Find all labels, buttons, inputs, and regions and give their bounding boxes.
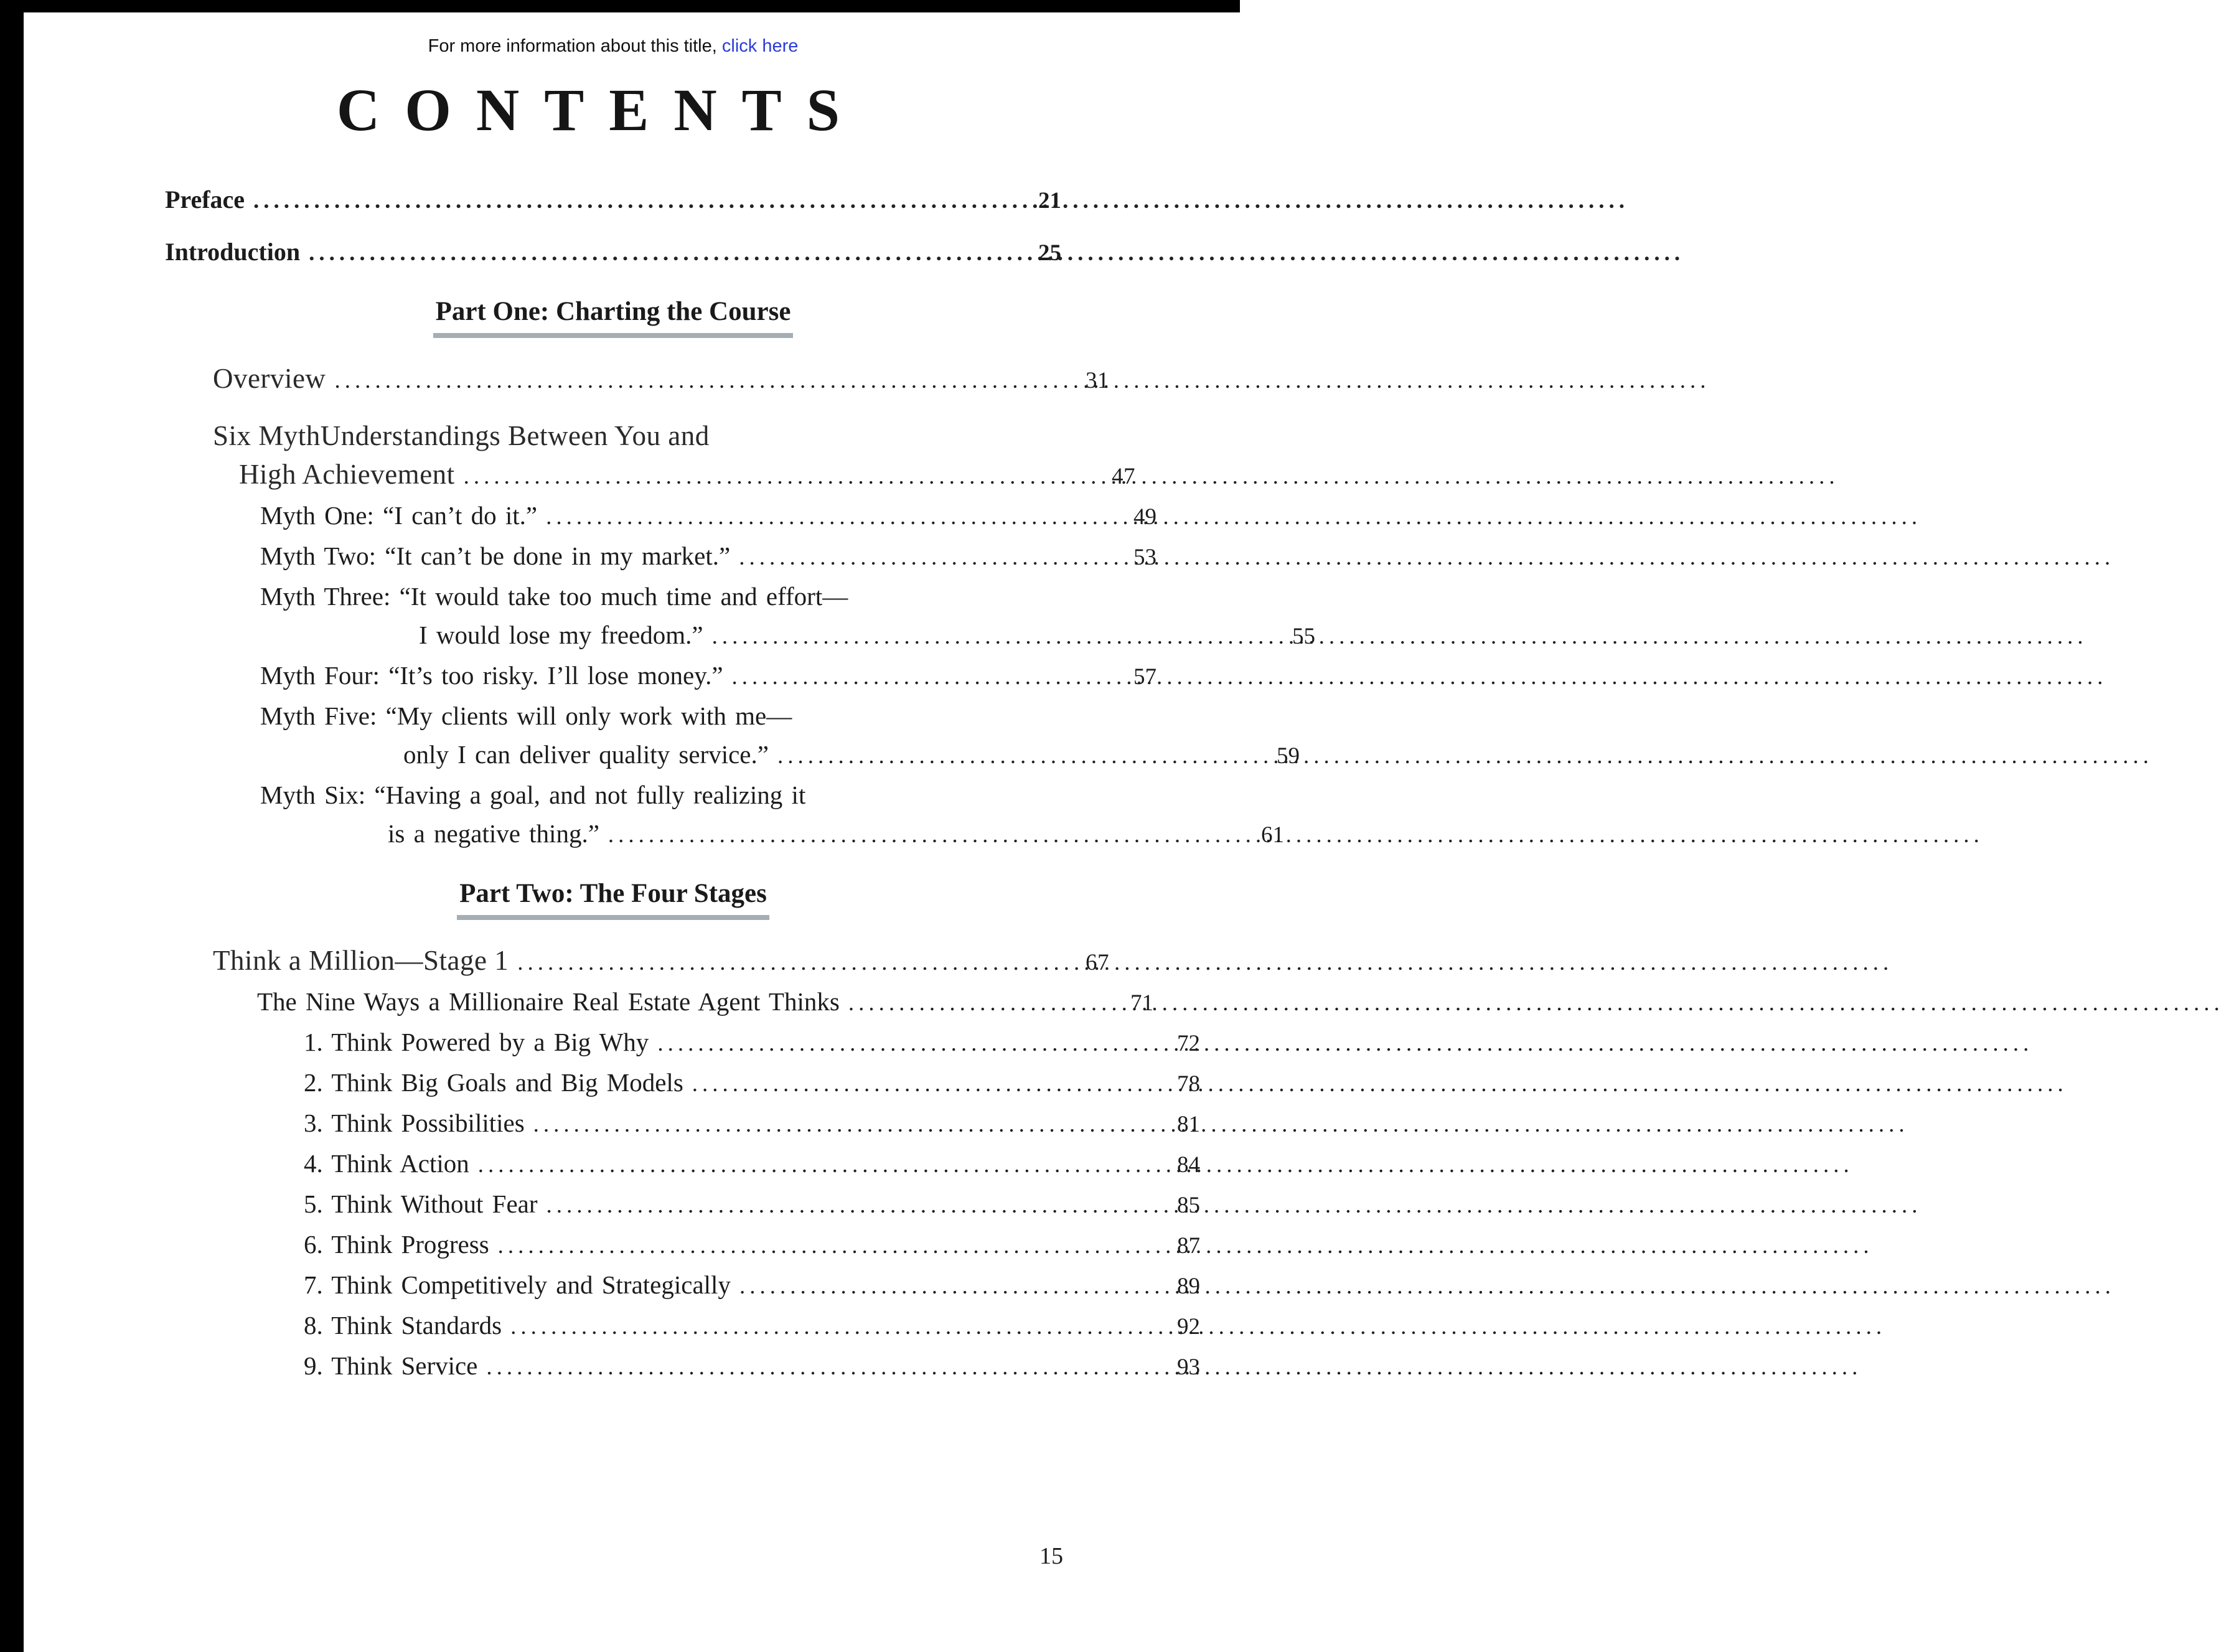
- entry-label: Think a Million—Stage 1: [213, 945, 509, 976]
- entry-label: Myth Five: “My clients will only work with me—: [260, 702, 792, 730]
- toc-entry: [304, 1023, 1200, 1063]
- part-heading: [165, 878, 1061, 920]
- entry-page-number: 57: [1133, 664, 1157, 690]
- toc-entry: [304, 1144, 1200, 1185]
- entry-label: Six MythUnderstandings Between You and: [213, 420, 710, 451]
- toc-entry: [260, 656, 1157, 697]
- dot-leader: [712, 616, 1286, 656]
- toc-entry: [213, 359, 1109, 400]
- page-title: CONTENTS: [336, 77, 865, 143]
- entry-page-number: 78: [1177, 1071, 1200, 1097]
- toc-entry: [165, 181, 1061, 220]
- entry-page-number: 25: [1038, 240, 1061, 266]
- dot-leader: [510, 1306, 1171, 1346]
- entry-label: High Achievement: [239, 459, 455, 490]
- entry-page-number: 55: [1292, 624, 1315, 649]
- entry-label: Preface: [165, 185, 245, 214]
- dot-leader: [608, 814, 1255, 855]
- contents-column: [165, 36, 1315, 1387]
- entry-label: Introduction: [165, 238, 301, 266]
- dot-leader: [464, 455, 1105, 496]
- toc-entry: [304, 1063, 1200, 1104]
- entry-page-number: 67: [1086, 950, 1109, 975]
- dot-leader: [739, 537, 1127, 577]
- part-heading: [165, 296, 1061, 338]
- info-line: [165, 36, 1061, 57]
- dot-leader: [309, 233, 1032, 273]
- folio-page-number: 15: [1039, 1543, 1063, 1569]
- entry-label: 5. Think Without Fear: [304, 1190, 538, 1218]
- dot-leader: [732, 656, 1127, 697]
- entry-page-number: 71: [1130, 990, 1153, 1016]
- entry-page-number: 87: [1177, 1233, 1200, 1259]
- entry-label: is a negative thing.”: [388, 819, 599, 848]
- entry-label: only I can deliver quality service.”: [403, 740, 769, 769]
- scan-border-left: [0, 0, 24, 1652]
- dot-leader: [533, 1104, 1171, 1144]
- dot-leader: [777, 735, 1270, 776]
- entry-page-number: 72: [1177, 1031, 1200, 1056]
- entry-page-number: 47: [1112, 464, 1135, 489]
- toc-entry: [403, 735, 1300, 776]
- dot-leader: [517, 941, 1079, 982]
- click-here-link[interactable]: click here: [721, 36, 799, 56]
- toc-entry: [213, 941, 1109, 982]
- entry-label: Myth One: “I can’t do it.”: [260, 501, 538, 530]
- entry-label: 8. Think Standards: [304, 1311, 502, 1340]
- dot-leader: [692, 1063, 1171, 1104]
- entry-label: Overview: [213, 363, 326, 394]
- entry-page-number: 31: [1086, 368, 1109, 393]
- entry-page-number: 53: [1133, 545, 1157, 570]
- dot-leader: [253, 181, 1032, 220]
- toc-entry: [213, 416, 1109, 455]
- toc-entry: [165, 233, 1061, 273]
- entry-page-number: 89: [1177, 1274, 1200, 1299]
- entry-label: 2. Think Big Goals and Big Models: [304, 1068, 683, 1097]
- entry-page-number: 49: [1133, 504, 1157, 530]
- scan-border-top: [0, 0, 1240, 12]
- dot-leader: [486, 1346, 1171, 1387]
- entry-label: Myth Three: “It would take too much time and effort—: [260, 582, 848, 611]
- entry-label: 7. Think Competitively and Strategically: [304, 1270, 731, 1299]
- dot-leader: [739, 1265, 1171, 1306]
- dot-leader: [546, 496, 1127, 537]
- entry-page-number: 61: [1261, 822, 1284, 848]
- toc-entry: [304, 1265, 1200, 1306]
- toc-entry: [304, 1185, 1200, 1225]
- toc-entry: [419, 616, 1315, 656]
- entry-label: The Nine Ways a Millionaire Real Estate Agent Thinks: [257, 987, 840, 1016]
- entry-page-number: 59: [1277, 743, 1300, 769]
- entry-label: 6. Think Progress: [304, 1230, 489, 1259]
- toc-entry: [388, 814, 1284, 855]
- part-heading-label: Part Two: The Four Stages: [457, 878, 769, 920]
- dot-leader: [498, 1225, 1171, 1265]
- entry-label: 9. Think Service: [304, 1351, 478, 1380]
- entry-label: 4. Think Action: [304, 1149, 469, 1178]
- dot-leader: [334, 359, 1079, 400]
- entry-label: I would lose my freedom.”: [419, 621, 703, 649]
- toc-entry: [239, 455, 1135, 496]
- toc-entry: [260, 697, 1157, 735]
- toc-entry: [304, 1104, 1200, 1144]
- toc-entry: [257, 982, 1153, 1023]
- info-text: For more information about this title,: [428, 36, 722, 56]
- toc-entry: [260, 537, 1157, 577]
- entry-label: Myth Six: “Having a goal, and not fully realizing it: [260, 781, 806, 809]
- entry-page-number: 21: [1038, 188, 1061, 214]
- toc-entry: [260, 776, 1157, 814]
- dot-leader: [478, 1144, 1171, 1185]
- entry-page-number: 85: [1177, 1193, 1200, 1218]
- toc-entry: [260, 577, 1157, 616]
- entry-page-number: 93: [1177, 1354, 1200, 1380]
- entry-page-number: 92: [1177, 1314, 1200, 1340]
- toc-entry: [304, 1225, 1200, 1265]
- part-heading-label: Part One: Charting the Course: [433, 296, 794, 338]
- entry-label: Myth Four: “It’s too risky. I’ll lose money.”: [260, 661, 723, 690]
- dot-leader: [657, 1023, 1171, 1063]
- entry-label: Myth Two: “It can’t be done in my market.”: [260, 542, 731, 570]
- entry-label: 1. Think Powered by a Big Why: [304, 1028, 649, 1056]
- dot-leader: [547, 1185, 1171, 1225]
- toc-entry: [304, 1306, 1200, 1346]
- dot-leader: [848, 982, 1124, 1023]
- toc-entry: [260, 496, 1157, 537]
- entry-label: 3. Think Possibilities: [304, 1109, 525, 1137]
- entry-page-number: 84: [1177, 1152, 1200, 1178]
- toc-entry: [304, 1346, 1200, 1387]
- entry-page-number: 81: [1177, 1112, 1200, 1137]
